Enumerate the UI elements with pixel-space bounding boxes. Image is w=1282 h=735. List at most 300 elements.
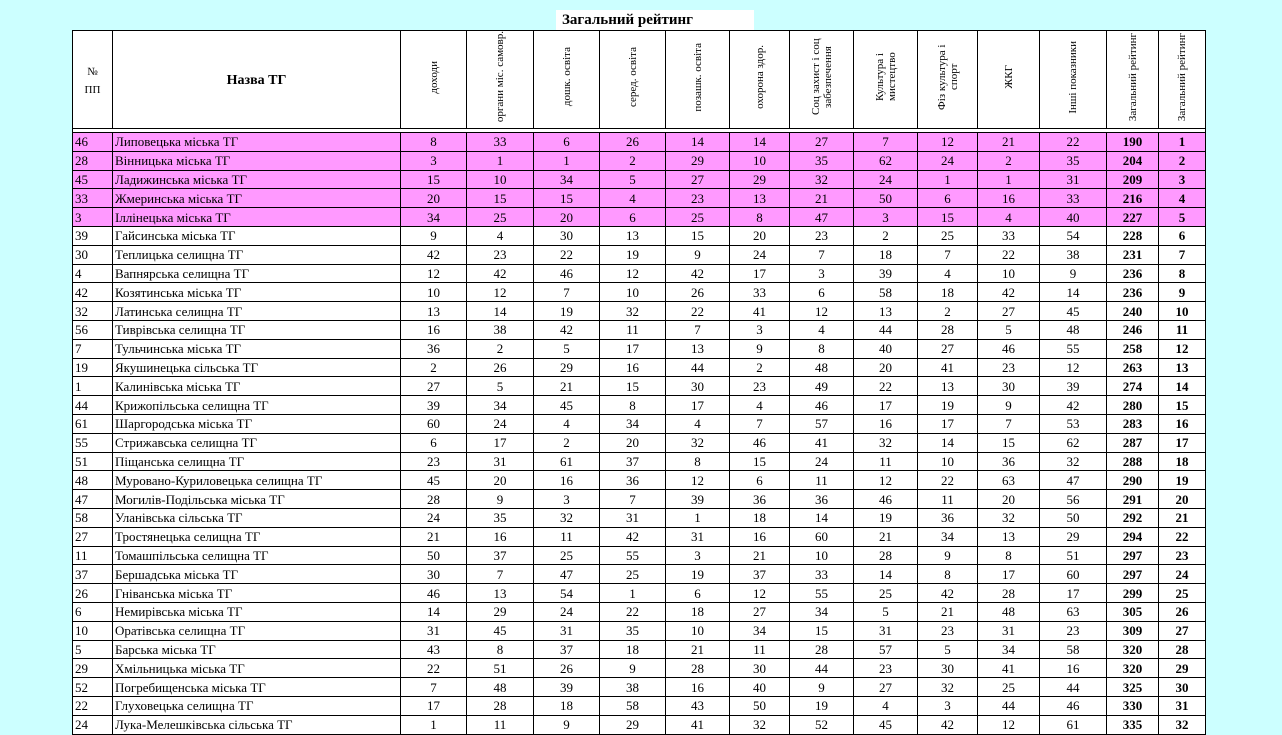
row-number: 48 — [73, 471, 113, 490]
table-row — [73, 715, 1206, 734]
total-score: 292 — [1107, 508, 1159, 527]
indicator-value: 28 — [666, 659, 730, 678]
indicator-value: 43 — [666, 696, 730, 715]
indicator-value: 45 — [401, 471, 467, 490]
indicator-value: 4 — [534, 414, 600, 433]
indicator-value: 31 — [401, 621, 467, 640]
indicator-value: 16 — [401, 320, 467, 339]
indicator-value: 11 — [790, 471, 854, 490]
total-score: 190 — [1107, 133, 1159, 152]
indicator-value: 28 — [978, 584, 1040, 603]
community-name: Піщанська селищна ТГ — [113, 452, 401, 471]
indicator-value: 27 — [790, 133, 854, 152]
indicator-value: 12 — [600, 264, 666, 283]
overall-rank: 27 — [1159, 621, 1206, 640]
overall-rank: 20 — [1159, 490, 1206, 509]
row-number: 46 — [73, 133, 113, 152]
indicator-value: 53 — [1040, 414, 1107, 433]
row-number: 5 — [73, 640, 113, 659]
indicator-value: 17 — [730, 264, 790, 283]
indicator-value: 37 — [534, 640, 600, 659]
community-name: Іллінецька міська ТГ — [113, 208, 401, 227]
indicator-value: 10 — [918, 452, 978, 471]
indicator-value: 31 — [600, 508, 666, 527]
indicator-value: 30 — [978, 377, 1040, 396]
indicator-value: 42 — [600, 527, 666, 546]
row-number: 27 — [73, 527, 113, 546]
table-row — [73, 678, 1206, 697]
indicator-value: 44 — [978, 696, 1040, 715]
table-row — [73, 302, 1206, 321]
indicator-value: 36 — [790, 490, 854, 509]
indicator-value: 31 — [978, 621, 1040, 640]
indicator-value: 19 — [854, 508, 918, 527]
indicator-value: 10 — [790, 546, 854, 565]
indicator-value: 23 — [978, 358, 1040, 377]
indicator-value: 22 — [600, 602, 666, 621]
indicator-value: 46 — [790, 396, 854, 415]
total-score: 240 — [1107, 302, 1159, 321]
indicator-value: 29 — [534, 358, 600, 377]
indicator-value: 12 — [467, 283, 534, 302]
row-number: 58 — [73, 508, 113, 527]
indicator-value: 22 — [534, 245, 600, 264]
indicator-value: 11 — [854, 452, 918, 471]
header-name: Назва ТГ — [113, 31, 401, 129]
indicator-value: 27 — [978, 302, 1040, 321]
indicator-value: 28 — [854, 546, 918, 565]
indicator-value: 27 — [666, 170, 730, 189]
indicator-value: 20 — [978, 490, 1040, 509]
indicator-value: 7 — [730, 414, 790, 433]
indicator-value: 1 — [978, 170, 1040, 189]
indicator-value: 2 — [534, 433, 600, 452]
indicator-value: 7 — [978, 414, 1040, 433]
table-row — [73, 640, 1206, 659]
indicator-value: 21 — [918, 602, 978, 621]
community-name: Глуховецька селищна ТГ — [113, 696, 401, 715]
indicator-value: 19 — [534, 302, 600, 321]
indicator-value: 36 — [600, 471, 666, 490]
indicator-value: 8 — [978, 546, 1040, 565]
community-name: Теплицька селищна ТГ — [113, 245, 401, 264]
indicator-value: 32 — [790, 170, 854, 189]
indicator-value: 20 — [401, 189, 467, 208]
indicator-value: 37 — [600, 452, 666, 471]
community-name: Ладижинська міська ТГ — [113, 170, 401, 189]
indicator-value: 63 — [978, 471, 1040, 490]
indicator-value: 46 — [1040, 696, 1107, 715]
indicator-value: 7 — [401, 678, 467, 697]
indicator-value: 10 — [978, 264, 1040, 283]
overall-rank: 7 — [1159, 245, 1206, 264]
indicator-value: 44 — [854, 320, 918, 339]
indicator-value: 32 — [534, 508, 600, 527]
indicator-value: 3 — [666, 546, 730, 565]
indicator-value: 39 — [401, 396, 467, 415]
indicator-value: 7 — [790, 245, 854, 264]
indicator-value: 48 — [467, 678, 534, 697]
indicator-value: 61 — [1040, 715, 1107, 734]
indicator-value: 54 — [534, 584, 600, 603]
indicator-value: 40 — [1040, 208, 1107, 227]
indicator-value: 9 — [918, 546, 978, 565]
indicator-value: 2 — [401, 358, 467, 377]
indicator-value: 60 — [401, 414, 467, 433]
indicator-value: 2 — [854, 226, 918, 245]
indicator-value: 21 — [978, 133, 1040, 152]
indicator-value: 1 — [534, 151, 600, 170]
indicator-value: 23 — [854, 659, 918, 678]
table-row — [73, 584, 1206, 603]
indicator-value: 33 — [1040, 189, 1107, 208]
indicator-value: 10 — [600, 283, 666, 302]
community-name: Козятинська міська ТГ — [113, 283, 401, 302]
indicator-value: 31 — [467, 452, 534, 471]
indicator-value: 28 — [790, 640, 854, 659]
indicator-value: 3 — [854, 208, 918, 227]
indicator-value: 9 — [534, 715, 600, 734]
indicator-value: 42 — [534, 320, 600, 339]
total-score: 258 — [1107, 339, 1159, 358]
overall-rank: 9 — [1159, 283, 1206, 302]
community-name: Погребищенська міська ТГ — [113, 678, 401, 697]
indicator-value: 9 — [666, 245, 730, 264]
indicator-value: 8 — [790, 339, 854, 358]
indicator-value: 23 — [790, 226, 854, 245]
indicator-value: 12 — [854, 471, 918, 490]
total-score: 299 — [1107, 584, 1159, 603]
indicator-value: 21 — [790, 189, 854, 208]
table-row — [73, 433, 1206, 452]
indicator-value: 14 — [401, 602, 467, 621]
table-row — [73, 320, 1206, 339]
indicator-value: 18 — [666, 602, 730, 621]
indicator-value: 51 — [1040, 546, 1107, 565]
row-number: 30 — [73, 245, 113, 264]
table-row — [73, 565, 1206, 584]
total-score: 228 — [1107, 226, 1159, 245]
row-number: 47 — [73, 490, 113, 509]
indicator-value: 47 — [790, 208, 854, 227]
table-row — [73, 414, 1206, 433]
indicator-value: 6 — [401, 433, 467, 452]
overall-rank: 21 — [1159, 508, 1206, 527]
indicator-value: 24 — [854, 170, 918, 189]
indicator-value: 36 — [730, 490, 790, 509]
indicator-value: 50 — [854, 189, 918, 208]
indicator-value: 62 — [854, 151, 918, 170]
indicator-value: 17 — [666, 396, 730, 415]
indicator-value: 37 — [730, 565, 790, 584]
overall-rank: 10 — [1159, 302, 1206, 321]
total-score: 246 — [1107, 320, 1159, 339]
indicator-value: 9 — [1040, 264, 1107, 283]
indicator-value: 19 — [918, 396, 978, 415]
total-score: 283 — [1107, 414, 1159, 433]
indicator-value: 41 — [978, 659, 1040, 678]
indicator-value: 23 — [666, 189, 730, 208]
table-row — [73, 471, 1206, 490]
indicator-value: 12 — [666, 471, 730, 490]
table-row — [73, 490, 1206, 509]
indicator-value: 60 — [1040, 565, 1107, 584]
total-score: 320 — [1107, 640, 1159, 659]
table-row — [73, 508, 1206, 527]
table-row — [73, 245, 1206, 264]
indicator-value: 6 — [790, 283, 854, 302]
indicator-value: 44 — [790, 659, 854, 678]
indicator-value: 32 — [730, 715, 790, 734]
total-score: 274 — [1107, 377, 1159, 396]
indicator-value: 13 — [467, 584, 534, 603]
indicator-value: 39 — [854, 264, 918, 283]
indicator-value: 5 — [978, 320, 1040, 339]
row-number: 61 — [73, 414, 113, 433]
indicator-value: 14 — [790, 508, 854, 527]
row-number: 52 — [73, 678, 113, 697]
indicator-value: 23 — [467, 245, 534, 264]
row-number: 24 — [73, 715, 113, 734]
indicator-value: 27 — [854, 678, 918, 697]
row-number: 26 — [73, 584, 113, 603]
indicator-value: 9 — [600, 659, 666, 678]
indicator-value: 14 — [918, 433, 978, 452]
community-name: Крижопільська селищна ТГ — [113, 396, 401, 415]
indicator-value: 39 — [666, 490, 730, 509]
indicator-value: 9 — [467, 490, 534, 509]
indicator-value: 21 — [534, 377, 600, 396]
indicator-value: 50 — [401, 546, 467, 565]
indicator-value: 46 — [854, 490, 918, 509]
indicator-value: 12 — [730, 584, 790, 603]
indicator-value: 3 — [401, 151, 467, 170]
table-row — [73, 377, 1206, 396]
indicator-value: 14 — [730, 133, 790, 152]
row-number: 19 — [73, 358, 113, 377]
indicator-value: 42 — [918, 715, 978, 734]
community-name: Уланівська сільська ТГ — [113, 508, 401, 527]
table-row — [73, 264, 1206, 283]
table-row — [73, 358, 1206, 377]
indicator-value: 16 — [666, 678, 730, 697]
indicator-value: 32 — [854, 433, 918, 452]
indicator-value: 17 — [854, 396, 918, 415]
row-number: 44 — [73, 396, 113, 415]
total-score: 209 — [1107, 170, 1159, 189]
indicator-value: 21 — [730, 546, 790, 565]
overall-rank: 8 — [1159, 264, 1206, 283]
community-name: Калинівська міська ТГ — [113, 377, 401, 396]
indicator-value: 34 — [790, 602, 854, 621]
indicator-value: 29 — [666, 151, 730, 170]
indicator-value: 6 — [600, 208, 666, 227]
indicator-value: 32 — [666, 433, 730, 452]
community-name: Гайсинська міська ТГ — [113, 226, 401, 245]
indicator-value: 29 — [600, 715, 666, 734]
indicator-value: 46 — [401, 584, 467, 603]
indicator-value: 9 — [978, 396, 1040, 415]
header-col: Фіз культура і спорт — [918, 31, 978, 129]
indicator-value: 25 — [600, 565, 666, 584]
indicator-value: 3 — [534, 490, 600, 509]
indicator-value: 2 — [467, 339, 534, 358]
indicator-value: 22 — [401, 659, 467, 678]
row-number: 42 — [73, 283, 113, 302]
indicator-value: 7 — [534, 283, 600, 302]
indicator-value: 6 — [730, 471, 790, 490]
community-name: Томашпільська селищна ТГ — [113, 546, 401, 565]
overall-rank: 25 — [1159, 584, 1206, 603]
community-name: Немирівська міська ТГ — [113, 602, 401, 621]
overall-rank: 13 — [1159, 358, 1206, 377]
indicator-value: 13 — [978, 527, 1040, 546]
indicator-value: 24 — [790, 452, 854, 471]
indicator-value: 41 — [918, 358, 978, 377]
indicator-value: 15 — [534, 189, 600, 208]
indicator-value: 2 — [730, 358, 790, 377]
indicator-value: 58 — [1040, 640, 1107, 659]
indicator-value: 15 — [790, 621, 854, 640]
indicator-value: 41 — [790, 433, 854, 452]
indicator-value: 16 — [730, 527, 790, 546]
total-score: 227 — [1107, 208, 1159, 227]
indicator-value: 17 — [401, 696, 467, 715]
overall-rank: 22 — [1159, 527, 1206, 546]
indicator-value: 35 — [790, 151, 854, 170]
indicator-value: 7 — [918, 245, 978, 264]
indicator-value: 35 — [467, 508, 534, 527]
indicator-value: 38 — [467, 320, 534, 339]
community-name: Тиврівська селищна ТГ — [113, 320, 401, 339]
indicator-value: 39 — [534, 678, 600, 697]
indicator-value: 55 — [600, 546, 666, 565]
indicator-value: 30 — [918, 659, 978, 678]
indicator-value: 45 — [467, 621, 534, 640]
header-col: Соц захист і соц забезпечення — [790, 31, 854, 129]
indicator-value: 17 — [600, 339, 666, 358]
indicator-value: 1 — [666, 508, 730, 527]
table-row — [73, 621, 1206, 640]
overall-rank: 15 — [1159, 396, 1206, 415]
indicator-value: 31 — [854, 621, 918, 640]
indicator-value: 20 — [600, 433, 666, 452]
header-num: № ПП — [73, 31, 113, 129]
indicator-value: 36 — [401, 339, 467, 358]
indicator-value: 42 — [978, 283, 1040, 302]
indicator-value: 42 — [666, 264, 730, 283]
indicator-value: 5 — [534, 339, 600, 358]
community-name: Могилів-Подільська міська ТГ — [113, 490, 401, 509]
indicator-value: 27 — [918, 339, 978, 358]
community-name: Шаргородська міська ТГ — [113, 414, 401, 433]
indicator-value: 62 — [1040, 433, 1107, 452]
total-score: 320 — [1107, 659, 1159, 678]
indicator-value: 4 — [918, 264, 978, 283]
indicator-value: 12 — [790, 302, 854, 321]
indicator-value: 55 — [790, 584, 854, 603]
indicator-value: 31 — [666, 527, 730, 546]
indicator-value: 25 — [978, 678, 1040, 697]
indicator-value: 34 — [467, 396, 534, 415]
indicator-value: 15 — [666, 226, 730, 245]
community-name: Стрижавська селищна ТГ — [113, 433, 401, 452]
row-number: 51 — [73, 452, 113, 471]
total-score: 290 — [1107, 471, 1159, 490]
indicator-value: 2 — [978, 151, 1040, 170]
indicator-value: 16 — [1040, 659, 1107, 678]
rating-table — [72, 30, 1206, 735]
indicator-value: 4 — [978, 208, 1040, 227]
indicator-value: 31 — [1040, 170, 1107, 189]
indicator-value: 33 — [790, 565, 854, 584]
overall-rank: 29 — [1159, 659, 1206, 678]
total-score: 297 — [1107, 546, 1159, 565]
table-row — [73, 452, 1206, 471]
community-name: Вінницька міська ТГ — [113, 151, 401, 170]
indicator-value: 5 — [600, 170, 666, 189]
indicator-value: 19 — [600, 245, 666, 264]
overall-rank: 30 — [1159, 678, 1206, 697]
total-score: 231 — [1107, 245, 1159, 264]
indicator-value: 34 — [600, 414, 666, 433]
indicator-value: 4 — [600, 189, 666, 208]
indicator-value: 16 — [467, 527, 534, 546]
overall-rank: 26 — [1159, 602, 1206, 621]
indicator-value: 13 — [600, 226, 666, 245]
row-number: 7 — [73, 339, 113, 358]
indicator-value: 36 — [918, 508, 978, 527]
indicator-value: 36 — [978, 452, 1040, 471]
indicator-value: 61 — [534, 452, 600, 471]
indicator-value: 16 — [978, 189, 1040, 208]
overall-rank: 17 — [1159, 433, 1206, 452]
table-row — [73, 189, 1206, 208]
table-row — [73, 659, 1206, 678]
indicator-value: 26 — [666, 283, 730, 302]
indicator-value: 4 — [730, 396, 790, 415]
row-number: 22 — [73, 696, 113, 715]
overall-rank: 5 — [1159, 208, 1206, 227]
indicator-value: 19 — [666, 565, 730, 584]
indicator-value: 57 — [854, 640, 918, 659]
header-col: серед. освіта — [600, 31, 666, 129]
table-row — [73, 527, 1206, 546]
overall-rank: 23 — [1159, 546, 1206, 565]
indicator-value: 20 — [534, 208, 600, 227]
indicator-value: 7 — [600, 490, 666, 509]
indicator-value: 63 — [1040, 602, 1107, 621]
indicator-value: 17 — [1040, 584, 1107, 603]
indicator-value: 15 — [730, 452, 790, 471]
total-score: 325 — [1107, 678, 1159, 697]
total-score: 287 — [1107, 433, 1159, 452]
indicator-value: 41 — [666, 715, 730, 734]
overall-rank: 32 — [1159, 715, 1206, 734]
total-score: 263 — [1107, 358, 1159, 377]
indicator-value: 30 — [401, 565, 467, 584]
indicator-value: 8 — [401, 133, 467, 152]
indicator-value: 50 — [1040, 508, 1107, 527]
overall-rank: 18 — [1159, 452, 1206, 471]
indicator-value: 10 — [467, 170, 534, 189]
indicator-value: 30 — [730, 659, 790, 678]
indicator-value: 13 — [666, 339, 730, 358]
indicator-value: 25 — [854, 584, 918, 603]
indicator-value: 42 — [467, 264, 534, 283]
indicator-value: 3 — [918, 696, 978, 715]
indicator-value: 46 — [534, 264, 600, 283]
